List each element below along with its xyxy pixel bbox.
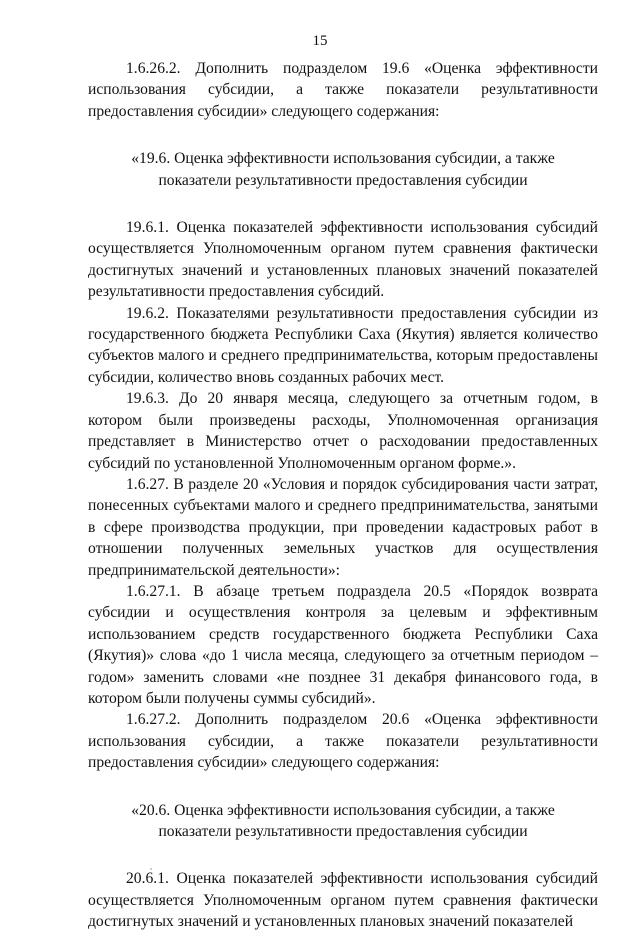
- paragraph-1-6-27-1: 1.6.27.1. В абзаце третьем подраздела 20.5 «Порядок возврата субсидии и осуществления контроля за целевым и эффективным использованием средств государственного бюджета Республики Саха (Якутия)» слова «до 1 числа месяца, следующего за отчетным периодом – годом» заменить словами «не позднее 31 декабря финансового года, в котором были получены суммы субсидий».: [88, 582, 598, 707]
- paragraph-1-6-27: 1.6.27. В разделе 20 «Условия и порядок субсидирования части затрат, понесенных субъектами малого и среднего предпринимательства, занятыми в сфере производства продукции, при проведении кадастровых работ в отношении полученных земельных участков для осуществления предпринимательской деятельности»:: [88, 475, 598, 579]
- document-body: [88, 58, 598, 933]
- section-heading-19-6: «19.6. Оценка эффективности использования субсидии, а также показатели результативности предоставления субсидии: [131, 150, 555, 189]
- scan-speck: [150, 868, 152, 870]
- paragraph-19-6-2: 19.6.2. Показателями результативности предоставления субсидии из государственного бюджета Республики Саха (Якутия) является количество субъектов малого и среднего предпринимательства, которым предоставлены субсидии, количество вновь созданных рабочих мест.: [88, 304, 598, 386]
- section-heading-20-6: «20.6. Оценка эффективности использования субсидии, а также показатели результативности предоставления субсидии: [131, 801, 555, 840]
- paragraph-20-6-1: 20.6.1. Оценка показателей эффективности использования субсидий осуществляется Уполномоченным органом путем сравнения фактически достигнутых значений и установленных плановых значений показателей: [88, 870, 598, 931]
- paragraph-1-6-26-2: 1.6.26.2. Дополнить подразделом 19.6 «Оценка эффективности использования субсидии, а также показатели результативности предоставления субсидии» следующего содержания:: [88, 60, 598, 120]
- paragraph-19-6-3: 19.6.3. До 20 января месяца, следующего за отчетным годом, в котором были произведены расходы, Уполномоченная организация представляет в Министерство отчет о расходовании предоставленных субсидий по установленной Уполномоченным органом форме.».: [88, 390, 598, 472]
- paragraph-19-6-1: 19.6.1. Оценка показателей эффективности использования субсидий осуществляется Уполномоченным органом путем сравнения фактически достигнутых значений и установленных плановых значений показателей результативности предоставления субсидий.: [88, 219, 598, 301]
- paragraph-1-6-27-2: 1.6.27.2. Дополнить подразделом 20.6 «Оценка эффективности использования субсидии, а также показатели результативности предоставления субсидии» следующего содержания:: [88, 711, 598, 772]
- page-number: 15: [312, 33, 328, 49]
